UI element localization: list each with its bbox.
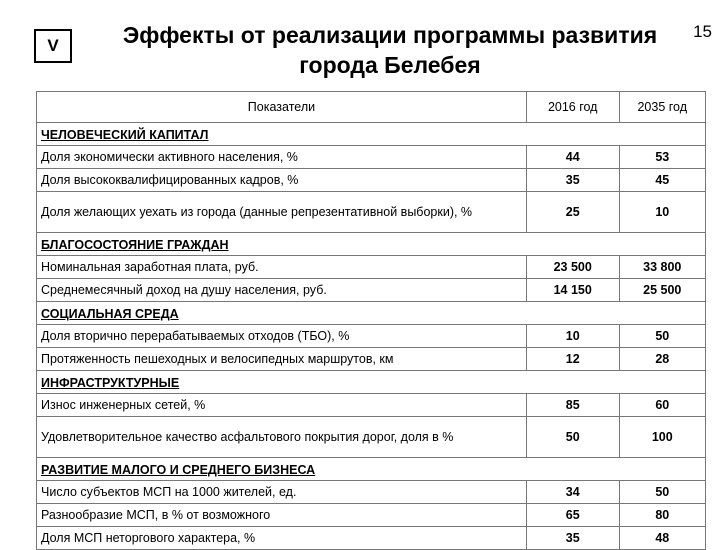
value-2016-cell: 14 150 — [526, 279, 619, 302]
indicator-cell: Разнообразие МСП, в % от возможного — [37, 504, 527, 527]
page-number: 15 — [693, 22, 712, 41]
section-title: СОЦИАЛЬНАЯ СРЕДА — [37, 302, 620, 325]
value-2035-cell: 53 — [619, 146, 705, 169]
header-2016: 2016 год — [526, 92, 619, 123]
value-2035-cell: 25 500 — [619, 279, 705, 302]
section-blank-cell — [619, 371, 705, 394]
value-2035-cell: 80 — [619, 504, 705, 527]
indicator-cell: Доля вторично перерабатываемых отходов (ТБО), % — [37, 325, 527, 348]
value-2016-cell: 10 — [526, 325, 619, 348]
value-2016-cell: 35 — [526, 527, 619, 550]
table-row — [37, 348, 706, 371]
page-title: Эффекты от реализации программы развития города Белебея — [122, 22, 658, 78]
indicator-cell: Протяженность пешеходных и велосипедных маршрутов, км — [37, 348, 527, 371]
table-row — [37, 481, 706, 504]
section-badge: V — [34, 29, 72, 63]
value-2035-cell: 50 — [619, 325, 705, 348]
table-body — [37, 123, 706, 550]
indicator-cell: Номинальная заработная плата, руб. — [37, 256, 527, 279]
indicator-cell: Число субъектов МСП на 1000 жителей, ед. — [37, 481, 527, 504]
section-blank-cell — [619, 458, 705, 481]
header-2035: 2035 год — [619, 92, 705, 123]
value-2016-cell: 12 — [526, 348, 619, 371]
header-indicators: Показатели — [37, 92, 527, 123]
table-header-row — [37, 92, 706, 123]
section-blank-cell — [619, 302, 705, 325]
table-row — [37, 169, 706, 192]
indicator-cell: Износ инженерных сетей, % — [37, 394, 527, 417]
table-row — [37, 256, 706, 279]
value-2035-cell: 48 — [619, 527, 705, 550]
value-2035-cell: 45 — [619, 169, 705, 192]
section-title: ИНФРАСТРУКТУРНЫЕ — [37, 371, 620, 394]
value-2016-cell: 25 — [526, 192, 619, 233]
value-2016-cell: 50 — [526, 417, 619, 458]
indicator-cell: Доля МСП неторгового характера, % — [37, 527, 527, 550]
table-row — [37, 417, 706, 458]
value-2016-cell: 35 — [526, 169, 619, 192]
table-row — [37, 394, 706, 417]
value-2016-cell: 44 — [526, 146, 619, 169]
value-2035-cell: 10 — [619, 192, 705, 233]
value-2016-cell: 23 500 — [526, 256, 619, 279]
section-row — [37, 233, 706, 256]
indicator-cell: Доля высококвалифицированных кадров, % — [37, 169, 527, 192]
value-2035-cell: 33 800 — [619, 256, 705, 279]
section-blank-cell — [619, 123, 705, 146]
section-blank-cell — [619, 233, 705, 256]
indicator-cell: Удовлетворительное качество асфальтового покрытия дорог, доля в % — [37, 417, 527, 458]
value-2016-cell: 34 — [526, 481, 619, 504]
value-2035-cell: 60 — [619, 394, 705, 417]
table-row — [37, 325, 706, 348]
table-row — [37, 279, 706, 302]
section-row — [37, 302, 706, 325]
value-2016-cell: 85 — [526, 394, 619, 417]
table-row — [37, 192, 706, 233]
section-title: БЛАГОСОСТОЯНИЕ ГРАЖДАН — [37, 233, 620, 256]
section-title: ЧЕЛОВЕЧЕСКИЙ КАПИТАЛ — [37, 123, 620, 146]
value-2016-cell: 65 — [526, 504, 619, 527]
value-2035-cell: 50 — [619, 481, 705, 504]
section-row — [37, 458, 706, 481]
table-row — [37, 527, 706, 550]
table-row — [37, 504, 706, 527]
value-2035-cell: 100 — [619, 417, 705, 458]
indicator-cell: Среднемесячный доход на душу населения, руб. — [37, 279, 527, 302]
section-row — [37, 123, 706, 146]
indicator-cell: Доля желающих уехать из города (данные репрезентативной выборки), % — [37, 192, 527, 233]
section-row — [37, 371, 706, 394]
indicators-table — [36, 91, 706, 550]
value-2035-cell: 28 — [619, 348, 705, 371]
table-row — [37, 146, 706, 169]
indicator-cell: Доля экономически активного населения, % — [37, 146, 527, 169]
section-title: РАЗВИТИЕ МАЛОГО И СРЕДНЕГО БИЗНЕСА — [37, 458, 620, 481]
